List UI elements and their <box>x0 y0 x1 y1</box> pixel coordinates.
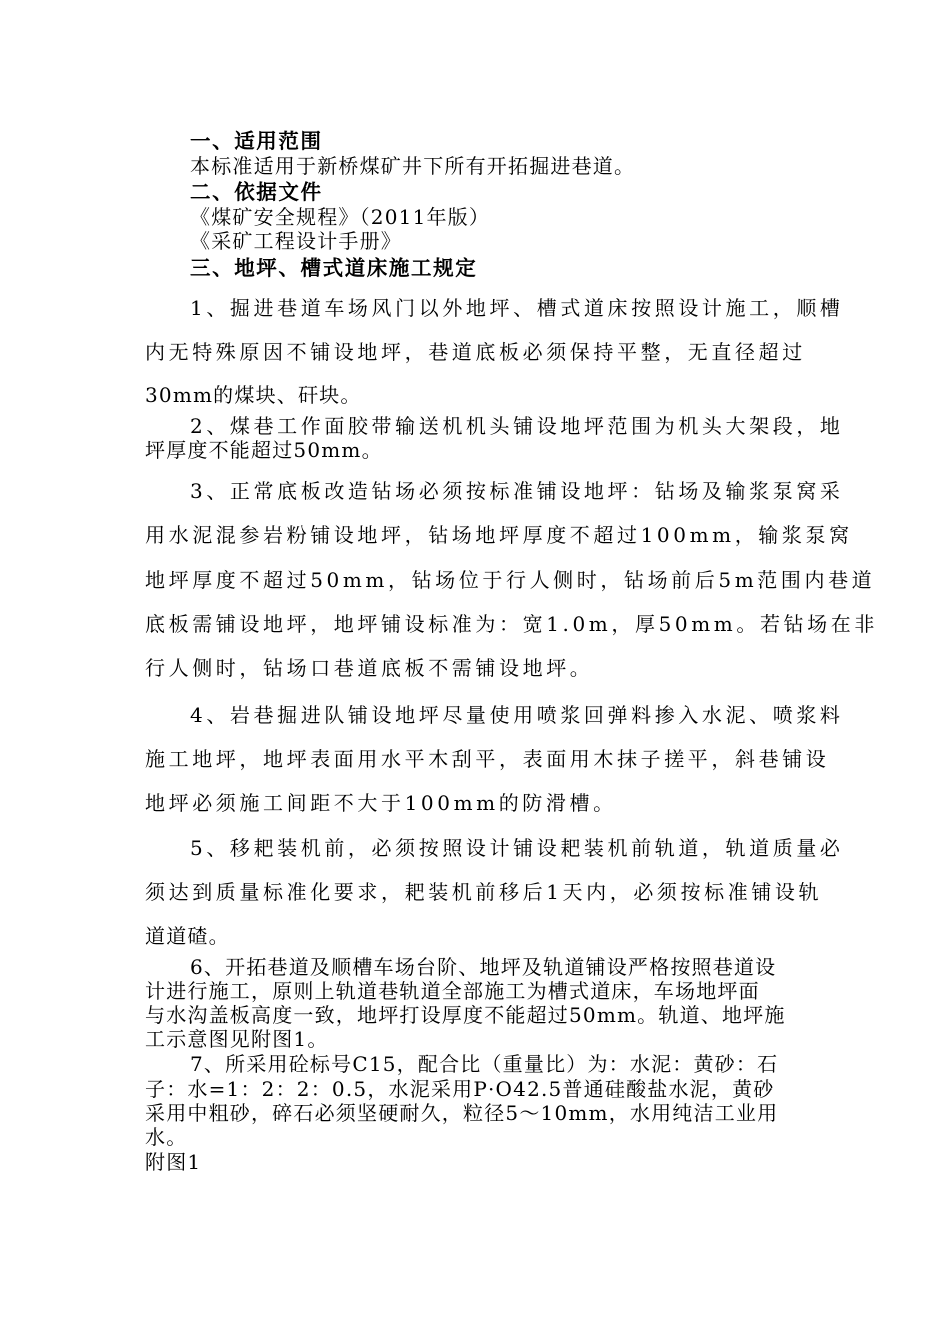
paragraph-4-line-1: 4、岩巷掘进队铺设地坪尽量使用喷浆回弹料掺入水泥、喷浆料 <box>190 703 844 727</box>
paragraph-7-line-3: 采用中粗砂，碎石必须坚硬耐久，粒径5～10mm，水用纯洁工业用 <box>145 1101 779 1125</box>
paragraph-5-line-1: 5、移耙装机前，必须按照设计铺设耙装机前轨道，轨道质量必 <box>190 836 844 860</box>
paragraph-5-line-3: 道道碴。 <box>145 924 230 948</box>
paragraph-6-line-3: 与水沟盖板高度一致，地坪打设厚度不能超过50mm。轨道、地坪施 <box>145 1003 786 1027</box>
section-2-title: 二、依据文件 <box>190 180 323 204</box>
paragraph-3-line-4: 底板需铺设地坪，地坪铺设标准为：宽1.0m，厚50mm。若钻场在非 <box>145 612 878 636</box>
paragraph-3-line-3: 地坪厚度不超过50mm，钻场位于行人侧时，钻场前后5m范围内巷道 <box>145 568 876 592</box>
section-3-title: 三、地坪、槽式道床施工规定 <box>190 256 478 280</box>
paragraph-7-line-4: 水。 <box>145 1125 188 1149</box>
paragraph-6-line-4: 工示意图见附图1。 <box>145 1027 329 1051</box>
paragraph-7-line-1: 7、所采用砼标号C15，配合比（重量比）为：水泥：黄砂：石 <box>190 1052 779 1076</box>
figure-label: 附图1 <box>145 1150 202 1174</box>
paragraph-1-line-1: 1、掘进巷道车场风门以外地坪、槽式道床按照设计施工，顺槽 <box>190 296 844 320</box>
paragraph-6-line-1: 6、开拓巷道及顺槽车场台阶、地坪及轨道铺设严格按照巷道设 <box>190 955 777 979</box>
paragraph-1-line-3: 30mm的煤块、矸块。 <box>145 383 362 407</box>
paragraph-2-line-1: 2、煤巷工作面胶带输送机机头铺设地坪范围为机头大架段，地 <box>190 414 844 438</box>
paragraph-3-line-1: 3、正常底板改造钻场必须按标准铺设地坪：钻场及输浆泵窝采 <box>190 479 844 503</box>
paragraph-2-line-2: 坪厚度不能超过50mm。 <box>145 438 383 462</box>
paragraph-6-line-2: 计进行施工，原则上轨道巷轨道全部施工为槽式道床，车场地坪面 <box>145 979 760 1003</box>
paragraph-3-line-5: 行人侧时，钻场口巷道底板不需铺设地坪。 <box>145 656 594 680</box>
paragraph-1-line-2: 内无特殊原因不铺设地坪，巷道底板必须保持平整，无直径超过 <box>145 340 806 364</box>
section-1-text: 本标准适用于新桥煤矿井下所有开拓掘进巷道。 <box>190 154 636 178</box>
section-1-title: 一、适用范围 <box>190 129 323 153</box>
paragraph-5-line-2: 须达到质量标准化要求，耙装机前移后1天内，必须按标准铺设轨 <box>145 880 823 904</box>
paragraph-4-line-2: 施工地坪，地坪表面用水平木刮平，表面用木抹子搓平，斜巷铺设 <box>145 747 830 771</box>
paragraph-7-line-2: 子：水=1：2：2：0.5，水泥采用P·O42.5普通硅酸盐水泥，黄砂 <box>145 1077 775 1101</box>
reference-mining-handbook: 《采矿工程设计手册》 <box>190 229 402 253</box>
paragraph-4-line-3: 地坪必须施工间距不大于100mm的防滑槽。 <box>145 791 617 815</box>
paragraph-3-line-2: 用水泥混参岩粉铺设地坪，钻场地坪厚度不超过100mm，输浆泵窝 <box>145 523 853 547</box>
reference-coal-safety: 《煤矿安全规程》（2011年版） <box>190 205 491 229</box>
